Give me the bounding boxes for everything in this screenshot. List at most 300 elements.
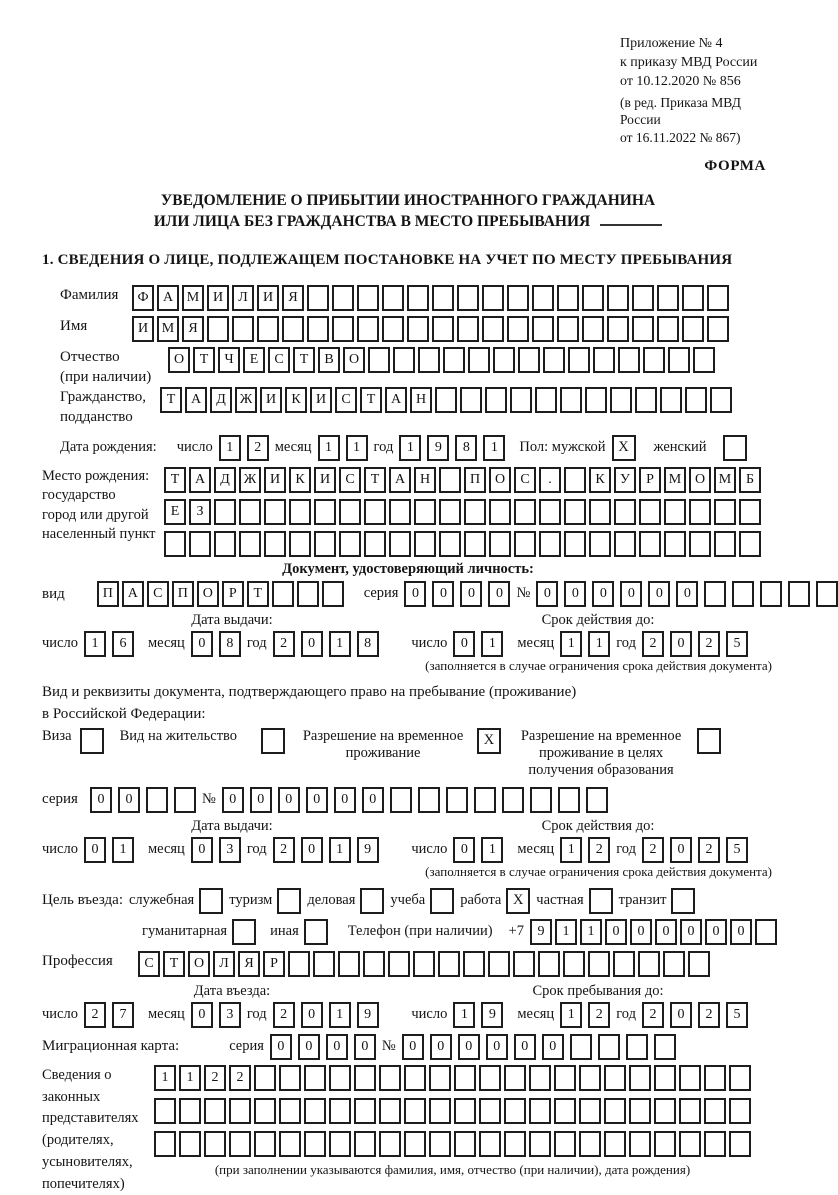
char-box[interactable]	[307, 316, 329, 342]
char-box[interactable]	[514, 499, 536, 525]
char-box[interactable]: 2	[273, 631, 295, 657]
char-box[interactable]: 2	[588, 1002, 610, 1028]
char-box[interactable]: П	[97, 581, 119, 607]
char-box[interactable]: 1	[481, 837, 503, 863]
char-box[interactable]	[568, 347, 590, 373]
char-box[interactable]: И	[260, 387, 282, 413]
char-box[interactable]	[338, 951, 360, 977]
char-box[interactable]	[493, 347, 515, 373]
char-box[interactable]	[513, 951, 535, 977]
char-box[interactable]: 9	[481, 1002, 503, 1028]
char-box[interactable]: 1	[588, 631, 610, 657]
char-box[interactable]	[518, 347, 540, 373]
char-box[interactable]: 7	[112, 1002, 134, 1028]
char-box[interactable]	[714, 531, 736, 557]
char-box[interactable]: Р	[639, 467, 661, 493]
char-box[interactable]	[439, 531, 461, 557]
char-box[interactable]	[429, 1065, 451, 1091]
char-box[interactable]	[488, 951, 510, 977]
char-box[interactable]: 0	[191, 631, 213, 657]
char-box[interactable]	[279, 1065, 301, 1091]
char-box[interactable]	[529, 1065, 551, 1091]
char-box[interactable]: 1	[329, 631, 351, 657]
char-box[interactable]: Я	[282, 285, 304, 311]
char-box[interactable]: 0	[84, 837, 106, 863]
char-box[interactable]: 2	[642, 1002, 664, 1028]
char-box[interactable]	[564, 467, 586, 493]
char-box[interactable]: Т	[163, 951, 185, 977]
char-box[interactable]	[635, 387, 657, 413]
char-box[interactable]: С	[335, 387, 357, 413]
option-temp-permit-edu-checkbox[interactable]	[697, 728, 721, 754]
char-box[interactable]	[314, 531, 336, 557]
char-box[interactable]	[579, 1065, 601, 1091]
char-box[interactable]: 1	[560, 837, 582, 863]
char-box[interactable]: 0	[326, 1034, 348, 1060]
char-box[interactable]	[357, 285, 379, 311]
char-box[interactable]	[638, 951, 660, 977]
char-box[interactable]	[704, 1098, 726, 1124]
char-box[interactable]	[297, 581, 319, 607]
char-box[interactable]	[479, 1098, 501, 1124]
char-box[interactable]: Д	[214, 467, 236, 493]
char-box[interactable]: Б	[739, 467, 761, 493]
char-box[interactable]	[446, 787, 468, 813]
char-box[interactable]: Т	[160, 387, 182, 413]
char-box[interactable]	[214, 499, 236, 525]
char-box[interactable]	[614, 499, 636, 525]
char-box[interactable]	[539, 531, 561, 557]
char-box[interactable]	[254, 1098, 276, 1124]
char-box[interactable]	[439, 467, 461, 493]
char-box[interactable]: 0	[270, 1034, 292, 1060]
char-box[interactable]: Л	[213, 951, 235, 977]
char-box[interactable]	[404, 1065, 426, 1091]
char-box[interactable]: Л	[232, 285, 254, 311]
purpose-private-checkbox[interactable]	[589, 888, 613, 914]
char-box[interactable]	[679, 1065, 701, 1091]
char-box[interactable]: 2	[204, 1065, 226, 1091]
char-box[interactable]	[432, 316, 454, 342]
char-box[interactable]	[179, 1098, 201, 1124]
char-box[interactable]: .	[539, 467, 561, 493]
char-box[interactable]	[760, 581, 782, 607]
char-box[interactable]: М	[714, 467, 736, 493]
char-box[interactable]	[479, 1131, 501, 1157]
char-box[interactable]	[457, 285, 479, 311]
char-box[interactable]: П	[172, 581, 194, 607]
char-box[interactable]	[632, 316, 654, 342]
char-box[interactable]	[729, 1098, 751, 1124]
char-box[interactable]	[679, 1131, 701, 1157]
char-box[interactable]	[379, 1098, 401, 1124]
char-box[interactable]: 1	[560, 1002, 582, 1028]
char-box[interactable]: 0	[730, 919, 752, 945]
char-box[interactable]: 0	[676, 581, 698, 607]
char-box[interactable]	[413, 951, 435, 977]
char-box[interactable]	[154, 1098, 176, 1124]
char-box[interactable]: 0	[655, 919, 677, 945]
char-box[interactable]	[504, 1131, 526, 1157]
char-box[interactable]	[607, 316, 629, 342]
char-box[interactable]	[729, 1065, 751, 1091]
char-box[interactable]	[363, 951, 385, 977]
char-box[interactable]	[739, 531, 761, 557]
char-box[interactable]: А	[389, 467, 411, 493]
char-box[interactable]	[610, 387, 632, 413]
char-box[interactable]	[174, 787, 196, 813]
char-box[interactable]: К	[589, 467, 611, 493]
char-box[interactable]: 8	[455, 435, 477, 461]
char-box[interactable]	[660, 387, 682, 413]
char-box[interactable]	[364, 531, 386, 557]
char-box[interactable]: 8	[357, 631, 379, 657]
char-box[interactable]: 8	[219, 631, 241, 657]
char-box[interactable]	[507, 285, 529, 311]
char-box[interactable]: 2	[698, 631, 720, 657]
char-box[interactable]: 2	[229, 1065, 251, 1091]
option-temp-permit-checkbox[interactable]: X	[477, 728, 501, 754]
char-box[interactable]	[264, 531, 286, 557]
char-box[interactable]	[704, 581, 726, 607]
char-box[interactable]	[685, 387, 707, 413]
char-box[interactable]	[557, 285, 579, 311]
char-box[interactable]	[272, 581, 294, 607]
char-box[interactable]: 0	[670, 837, 692, 863]
char-box[interactable]	[407, 316, 429, 342]
char-box[interactable]: 9	[357, 1002, 379, 1028]
char-box[interactable]	[593, 347, 615, 373]
char-box[interactable]	[189, 531, 211, 557]
char-box[interactable]	[454, 1065, 476, 1091]
char-box[interactable]	[390, 787, 412, 813]
gender-female-checkbox[interactable]	[723, 435, 747, 461]
char-box[interactable]: 2	[642, 631, 664, 657]
char-box[interactable]	[543, 347, 565, 373]
char-box[interactable]: 0	[605, 919, 627, 945]
char-box[interactable]	[439, 499, 461, 525]
char-box[interactable]	[682, 316, 704, 342]
char-box[interactable]: 2	[588, 837, 610, 863]
char-box[interactable]	[429, 1098, 451, 1124]
char-box[interactable]	[454, 1131, 476, 1157]
char-box[interactable]: 1	[560, 631, 582, 657]
char-box[interactable]	[332, 285, 354, 311]
char-box[interactable]	[489, 531, 511, 557]
char-box[interactable]	[418, 787, 440, 813]
char-box[interactable]	[626, 1034, 648, 1060]
char-box[interactable]: 3	[219, 1002, 241, 1028]
char-box[interactable]	[739, 499, 761, 525]
char-box[interactable]: 6	[112, 631, 134, 657]
char-box[interactable]: А	[157, 285, 179, 311]
char-box[interactable]: 0	[670, 631, 692, 657]
char-box[interactable]	[529, 1131, 551, 1157]
char-box[interactable]	[282, 316, 304, 342]
char-box[interactable]	[589, 499, 611, 525]
char-box[interactable]	[588, 951, 610, 977]
char-box[interactable]: 1	[318, 435, 340, 461]
char-box[interactable]	[429, 1131, 451, 1157]
char-box[interactable]	[560, 387, 582, 413]
char-box[interactable]	[554, 1131, 576, 1157]
char-box[interactable]: 1	[219, 435, 241, 461]
char-box[interactable]: Д	[210, 387, 232, 413]
char-box[interactable]: П	[464, 467, 486, 493]
char-box[interactable]: 0	[705, 919, 727, 945]
char-box[interactable]	[654, 1098, 676, 1124]
char-box[interactable]	[232, 316, 254, 342]
char-box[interactable]: 1	[481, 631, 503, 657]
char-box[interactable]	[329, 1131, 351, 1157]
char-box[interactable]: 0	[453, 631, 475, 657]
char-box[interactable]: Ж	[239, 467, 261, 493]
char-box[interactable]	[598, 1034, 620, 1060]
char-box[interactable]	[554, 1098, 576, 1124]
char-box[interactable]: 1	[580, 919, 602, 945]
char-box[interactable]	[707, 285, 729, 311]
char-box[interactable]	[729, 1131, 751, 1157]
char-box[interactable]	[618, 347, 640, 373]
char-box[interactable]	[257, 316, 279, 342]
char-box[interactable]	[557, 316, 579, 342]
purpose-official-checkbox[interactable]	[199, 888, 223, 914]
char-box[interactable]	[279, 1098, 301, 1124]
char-box[interactable]	[482, 285, 504, 311]
char-box[interactable]	[379, 1131, 401, 1157]
char-box[interactable]: 0	[191, 837, 213, 863]
char-box[interactable]	[582, 285, 604, 311]
char-box[interactable]	[204, 1098, 226, 1124]
char-box[interactable]: 0	[564, 581, 586, 607]
char-box[interactable]	[510, 387, 532, 413]
char-box[interactable]	[532, 316, 554, 342]
char-box[interactable]: И	[310, 387, 332, 413]
char-box[interactable]	[604, 1131, 626, 1157]
char-box[interactable]	[322, 581, 344, 607]
char-box[interactable]	[657, 285, 679, 311]
char-box[interactable]	[179, 1131, 201, 1157]
char-box[interactable]	[463, 951, 485, 977]
char-box[interactable]	[468, 347, 490, 373]
char-box[interactable]: Т	[193, 347, 215, 373]
char-box[interactable]: К	[285, 387, 307, 413]
char-box[interactable]	[689, 499, 711, 525]
char-box[interactable]	[339, 499, 361, 525]
char-box[interactable]	[279, 1131, 301, 1157]
char-box[interactable]	[254, 1065, 276, 1091]
char-box[interactable]	[564, 499, 586, 525]
char-box[interactable]	[507, 316, 529, 342]
char-box[interactable]: Т	[164, 467, 186, 493]
char-box[interactable]	[538, 951, 560, 977]
char-box[interactable]	[164, 531, 186, 557]
char-box[interactable]	[663, 951, 685, 977]
char-box[interactable]: Е	[164, 499, 186, 525]
char-box[interactable]	[454, 1098, 476, 1124]
char-box[interactable]: О	[343, 347, 365, 373]
char-box[interactable]: Т	[293, 347, 315, 373]
char-box[interactable]	[704, 1065, 726, 1091]
char-box[interactable]	[582, 316, 604, 342]
char-box[interactable]: 0	[670, 1002, 692, 1028]
char-box[interactable]: С	[268, 347, 290, 373]
char-box[interactable]: 1	[346, 435, 368, 461]
char-box[interactable]: 1	[179, 1065, 201, 1091]
char-box[interactable]	[229, 1098, 251, 1124]
char-box[interactable]	[816, 581, 838, 607]
char-box[interactable]: 1	[154, 1065, 176, 1091]
char-box[interactable]	[489, 499, 511, 525]
char-box[interactable]	[474, 787, 496, 813]
char-box[interactable]	[393, 347, 415, 373]
char-box[interactable]: Н	[410, 387, 432, 413]
char-box[interactable]: 0	[486, 1034, 508, 1060]
char-box[interactable]: 0	[536, 581, 558, 607]
char-box[interactable]	[414, 531, 436, 557]
char-box[interactable]	[570, 1034, 592, 1060]
char-box[interactable]	[654, 1131, 676, 1157]
char-box[interactable]	[382, 285, 404, 311]
char-box[interactable]	[304, 1098, 326, 1124]
char-box[interactable]: О	[489, 467, 511, 493]
char-box[interactable]	[643, 347, 665, 373]
char-box[interactable]	[354, 1065, 376, 1091]
char-box[interactable]	[307, 285, 329, 311]
char-box[interactable]	[313, 951, 335, 977]
char-box[interactable]	[382, 316, 404, 342]
char-box[interactable]	[482, 316, 504, 342]
char-box[interactable]: 0	[460, 581, 482, 607]
char-box[interactable]: 2	[247, 435, 269, 461]
char-box[interactable]	[332, 316, 354, 342]
char-box[interactable]	[639, 499, 661, 525]
char-box[interactable]	[254, 1131, 276, 1157]
char-box[interactable]	[604, 1065, 626, 1091]
char-box[interactable]: В	[318, 347, 340, 373]
char-box[interactable]	[589, 531, 611, 557]
char-box[interactable]	[304, 1131, 326, 1157]
char-box[interactable]: Ч	[218, 347, 240, 373]
option-visa-checkbox[interactable]	[80, 728, 104, 754]
char-box[interactable]	[207, 316, 229, 342]
char-box[interactable]: 5	[726, 631, 748, 657]
char-box[interactable]	[679, 1098, 701, 1124]
char-box[interactable]	[214, 531, 236, 557]
char-box[interactable]	[614, 531, 636, 557]
option-residence-permit-checkbox[interactable]	[261, 728, 285, 754]
char-box[interactable]: 0	[402, 1034, 424, 1060]
char-box[interactable]: О	[197, 581, 219, 607]
char-box[interactable]	[693, 347, 715, 373]
char-box[interactable]	[707, 316, 729, 342]
char-box[interactable]: 9	[530, 919, 552, 945]
char-box[interactable]: 0	[630, 919, 652, 945]
char-box[interactable]	[304, 1065, 326, 1091]
gender-male-checkbox[interactable]: X	[612, 435, 636, 461]
char-box[interactable]	[732, 581, 754, 607]
char-box[interactable]	[579, 1131, 601, 1157]
char-box[interactable]	[329, 1098, 351, 1124]
char-box[interactable]	[657, 316, 679, 342]
char-box[interactable]	[389, 531, 411, 557]
char-box[interactable]	[146, 787, 168, 813]
char-box[interactable]: 0	[404, 581, 426, 607]
char-box[interactable]	[289, 531, 311, 557]
char-box[interactable]: С	[147, 581, 169, 607]
char-box[interactable]	[579, 1098, 601, 1124]
char-box[interactable]	[457, 316, 479, 342]
char-box[interactable]	[629, 1098, 651, 1124]
char-box[interactable]: 3	[219, 837, 241, 863]
char-box[interactable]: 2	[642, 837, 664, 863]
char-box[interactable]: 0	[118, 787, 140, 813]
char-box[interactable]	[629, 1065, 651, 1091]
char-box[interactable]	[418, 347, 440, 373]
char-box[interactable]: 0	[222, 787, 244, 813]
char-box[interactable]	[314, 499, 336, 525]
char-box[interactable]: Ф	[132, 285, 154, 311]
char-box[interactable]	[485, 387, 507, 413]
char-box[interactable]: 9	[427, 435, 449, 461]
char-box[interactable]	[668, 347, 690, 373]
char-box[interactable]	[204, 1131, 226, 1157]
char-box[interactable]	[339, 531, 361, 557]
char-box[interactable]: 2	[273, 1002, 295, 1028]
char-box[interactable]: Р	[263, 951, 285, 977]
char-box[interactable]: И	[207, 285, 229, 311]
char-box[interactable]	[682, 285, 704, 311]
char-box[interactable]	[585, 387, 607, 413]
char-box[interactable]: 0	[620, 581, 642, 607]
char-box[interactable]	[239, 531, 261, 557]
char-box[interactable]: К	[289, 467, 311, 493]
char-box[interactable]: 0	[301, 837, 323, 863]
char-box[interactable]	[435, 387, 457, 413]
char-box[interactable]	[604, 1098, 626, 1124]
char-box[interactable]	[563, 951, 585, 977]
char-box[interactable]: 0	[362, 787, 384, 813]
char-box[interactable]	[710, 387, 732, 413]
char-box[interactable]: 0	[542, 1034, 564, 1060]
char-box[interactable]: З	[189, 499, 211, 525]
char-box[interactable]	[502, 787, 524, 813]
char-box[interactable]: О	[689, 467, 711, 493]
char-box[interactable]	[755, 919, 777, 945]
char-box[interactable]	[389, 499, 411, 525]
char-box[interactable]	[264, 499, 286, 525]
char-box[interactable]	[357, 316, 379, 342]
char-box[interactable]: 0	[432, 581, 454, 607]
purpose-work-checkbox[interactable]: X	[506, 888, 530, 914]
char-box[interactable]	[607, 285, 629, 311]
char-box[interactable]	[460, 387, 482, 413]
char-box[interactable]	[530, 787, 552, 813]
char-box[interactable]	[514, 531, 536, 557]
char-box[interactable]: 0	[488, 581, 510, 607]
char-box[interactable]: С	[514, 467, 536, 493]
char-box[interactable]	[368, 347, 390, 373]
char-box[interactable]: 1	[329, 837, 351, 863]
char-box[interactable]: С	[339, 467, 361, 493]
char-box[interactable]: М	[157, 316, 179, 342]
char-box[interactable]: 1	[555, 919, 577, 945]
purpose-tourism-checkbox[interactable]	[277, 888, 301, 914]
char-box[interactable]: Т	[247, 581, 269, 607]
char-box[interactable]: 0	[278, 787, 300, 813]
char-box[interactable]: С	[138, 951, 160, 977]
char-box[interactable]: 2	[698, 837, 720, 863]
